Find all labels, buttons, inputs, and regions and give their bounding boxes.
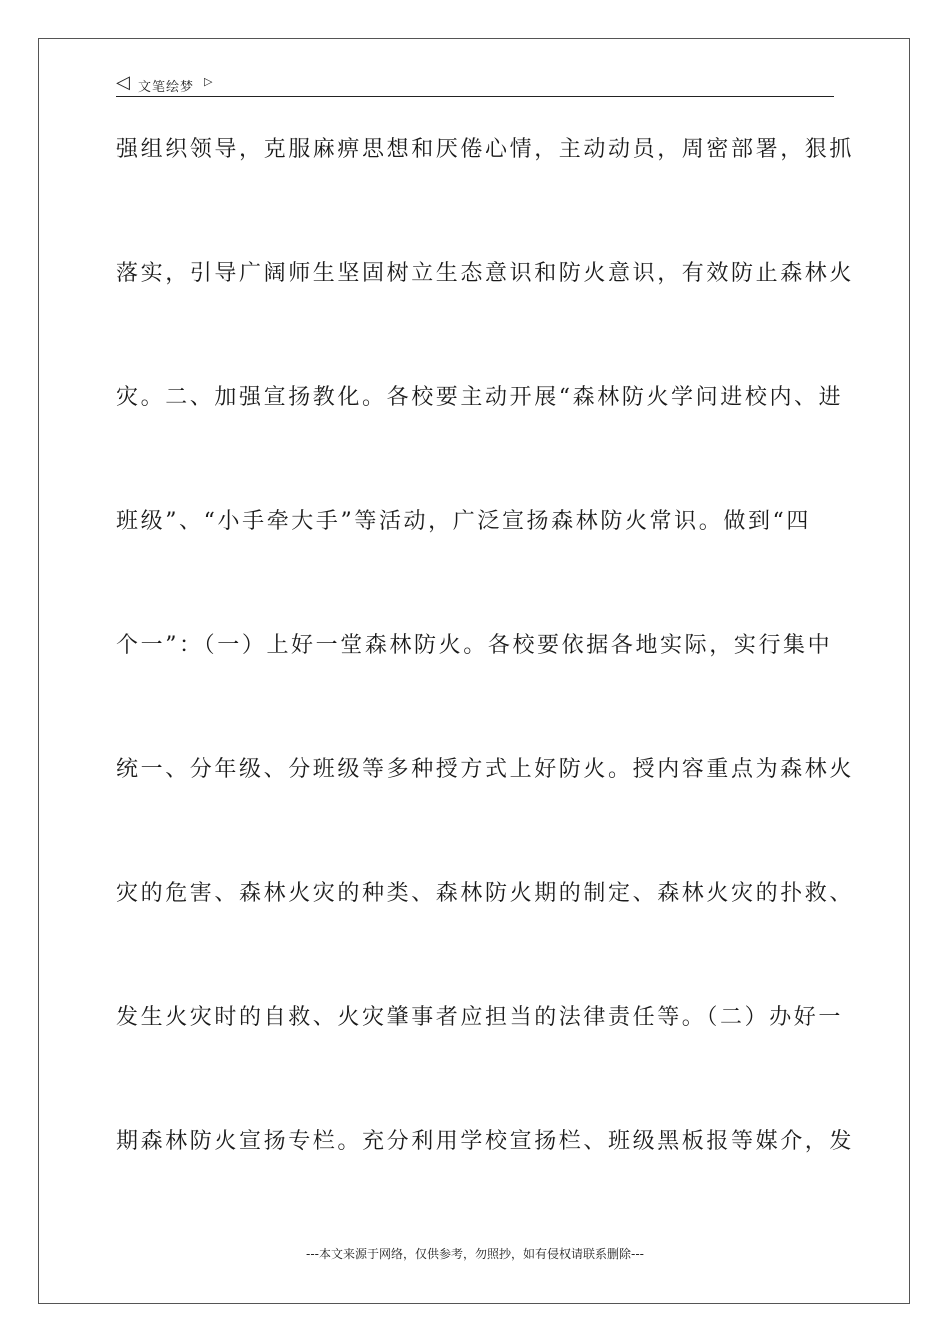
triangle-right-icon: ▷ <box>204 75 213 88</box>
body-line: 发生火灾时的自救、火灾肇事者应担当的法律责任等。（二）办好一 <box>116 1005 844 1030</box>
triangle-left-icon: ◁ <box>116 72 130 93</box>
body-line: 期森林防火宣扬专栏。充分利用学校宣扬栏、班级黑板报等媒介，发 <box>116 1129 855 1154</box>
body-line: 灾。二、加强宣扬教化。各校要主动开展“森林防火学问进校内、进 <box>116 385 844 410</box>
body-line: 强组织领导，克服麻痹思想和厌倦心情，主动动员，周密部署，狠抓 <box>116 137 855 162</box>
header-brand: 文笔绘梦 <box>138 80 195 95</box>
body-line: 落实，引导广阔师生坚固树立生态意识和防火意识，有效防止森林火 <box>116 261 855 286</box>
body-line: 灾的危害、森林火灾的种类、森林防火期的制定、森林火灾的扑救、 <box>116 881 855 906</box>
document-body <box>116 128 855 1244</box>
body-line: 统一、分年级、分班级等多种授方式上好防火。授内容重点为森林火 <box>116 757 855 782</box>
page-header <box>116 72 834 97</box>
body-line: 个一”：（一）上好一堂森林防火。各校要依据各地实际，实行集中 <box>116 633 833 658</box>
body-line: 班级”、“小手牵大手”等活动，广泛宣扬森林防火常识。做到“四 <box>116 509 811 534</box>
footer-notice: ---本文来源于网络，仅供参考，勿照抄，如有侵权请联系删除--- <box>306 1247 644 1261</box>
